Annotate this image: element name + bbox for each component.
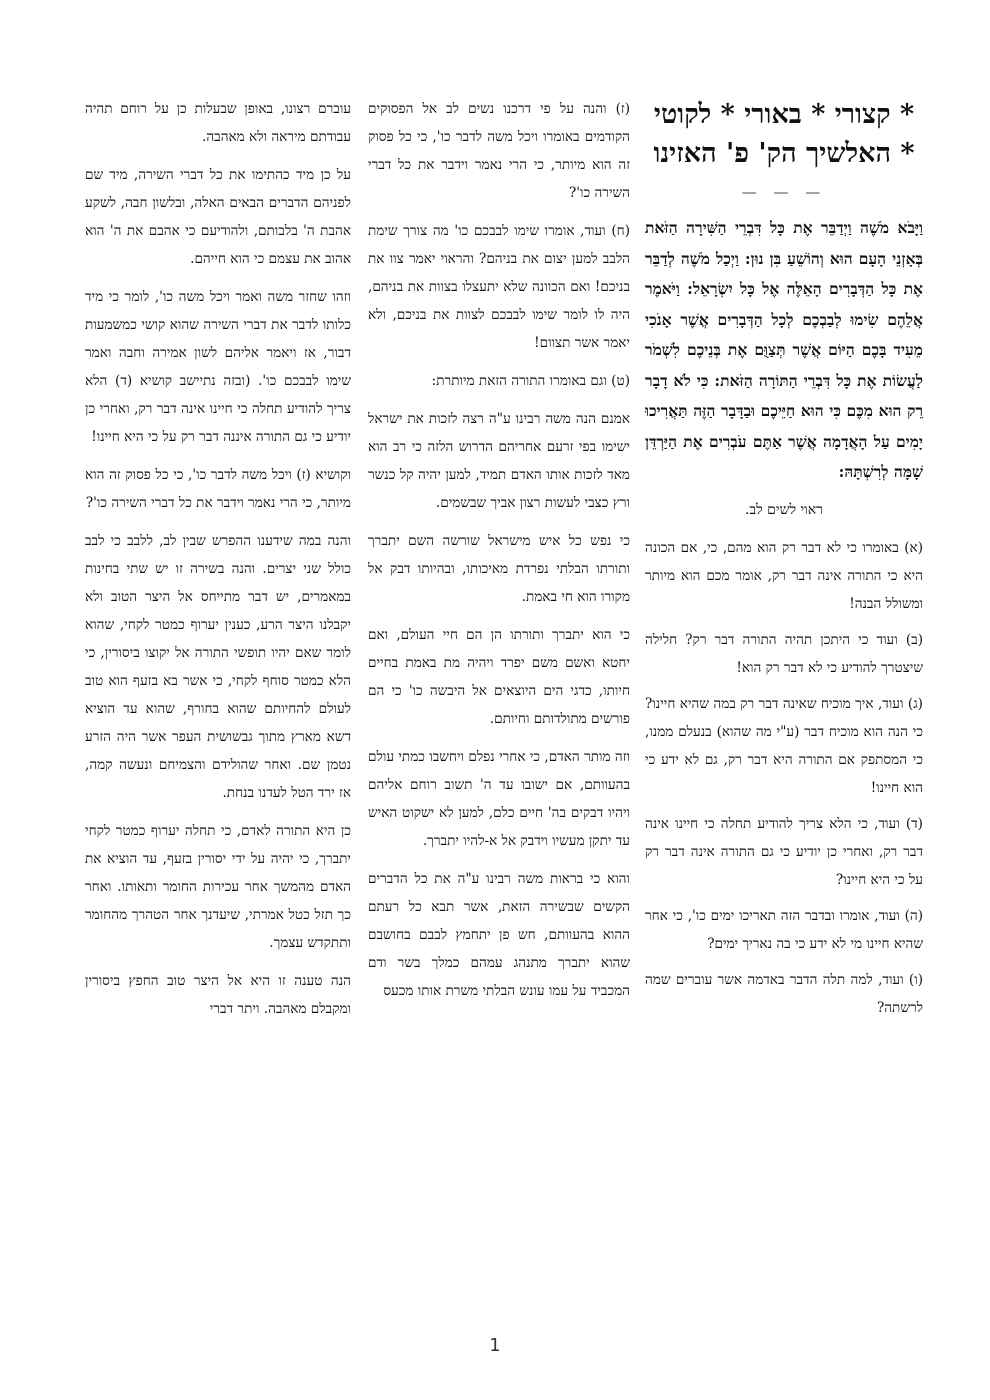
question-paragraph: (ב) ועוד כי היתכן תהיה התורה דבר רק? חלילה שיצטרך להודיע כי לא דבר רק הוא! xyxy=(645,631,923,676)
question-paragraph: (ה) ועוד, אומרו ובדבר הזה תאריכו ימים כו', כי אחר שהיא חיינו מי לא ידע כי בה נאריך ימים? xyxy=(645,907,923,952)
body-paragraph: (ט) וגם באומרו התורה הזאת מיותרת: xyxy=(431,373,630,389)
page-number: 1 xyxy=(489,1335,501,1356)
body-paragraph: על כן מיד כהתימו את כל דברי השירה, מיד שם לפניהם הדברים הבאים האלה, ובלשון חבה, לשקע אהבת ה' בלבותם, ולהודיעם כי אהבם את ה' הוא אהוב את עצמם כי הוא חייהם. xyxy=(85,167,351,267)
intro-line: ראוי לשים לב. xyxy=(744,501,824,518)
body-paragraph: והנה במה שידענו ההפרש שבין לב, ללבב כי לבב כולל שני יצרים. והנה בשירה זו יש שתי בחינות במאמרים, יש דבר מתייחס אל היצר הטוב ולא יקבלנו היצר הרע, כענין יערוף כמטר לקחי, שהוא לומר שאם יהיו תופשי התורה אל יקוצו ביסורין, כי הלא כמטר סוחף לקחי, כי אשר בא בזעף הוא טוב לעולם להחיותם שהוא בחורף, שהוא עד הוציא דשא מארץ מתוך גבשושית העפר אשר היה הזרע נטמן שם. ואחר שהולידם והצמיחם ונעשה קמה, אז ירד הטל לעדנו בנחת. xyxy=(85,533,351,801)
ornament-divider: — — — xyxy=(741,183,827,201)
question-paragraph: (א) באומרו כי לא דבר רק הוא מהם, כי, אם הכונה היא כי התורה אינה דבר רק, אומר מכם הוא מיותר ומשולל הבנה! xyxy=(645,539,923,612)
body-paragraph: אמנם הנה משה רבינו ע"ה רצה לזכות את ישראל ישימו בפי זרעם אחריהם הדרוש הלזה כי רב הוא מאד לזכות אותו האדם תמיד, למען יהיה קל כנשר ורץ כצבי לעשות רצון אביך שבשמים. xyxy=(368,411,630,511)
body-paragraph: (ח) ועוד, אומרו שימו לבבכם כו' מה צורך שימת הלבב למען יצום את בניהם? והראוי יאמר צוו את בניכם! ואם הכוונה שלא יתעצלו בצוות את בניהם, היה לו לומר שימו לבבכם לצוות את בניכם, ולא יאמר אשר תצוום! xyxy=(368,223,630,351)
body-paragraph: וזה מותר האדם, כי אחרי נפלם ויחשבו כמתי עולם בהעוותם, אם ישובו עד ה' תשוב רוחם אליהם ויהיו דבקים בה' חיים כלם, למען לא ישקוט האיש עד יתקן מעשיו וידבק אל א-להיו יתברך. xyxy=(368,749,630,849)
question-paragraph: (ג) ועוד, איך מוכיח שאינה דבר רק במה שהיא חיינו? כי הנה הוא מוכיח דבר (ע"י מה שהוא) בנעלם ממנו, כי המסתפק אם התורה היא דבר רק, גם לא ידע כי הוא חיינו! xyxy=(645,695,923,796)
body-paragraph: כי נפש כל איש מישראל שורשה השם יתברך ותורתו הבלתי נפרדת מאיכותו, ובהיותו דבק אל מקורו הוא חי באמת. xyxy=(368,533,630,605)
body-paragraph: כי הוא יתברך ותורתו הן הם חיי העולם, ואם יחטא ואשם משם יפרד ויהיה מת באמת בחיים חיותו, כדגי הים היוצאים אל היבשה כו' כי הם פורשים מתולדותם וחיותם. xyxy=(368,627,630,727)
body-paragraph: וקושיא (ז) ויכל משה לדבר כו', כי כל פסוק זה הוא מיותר, כי הרי נאמר וידבר את כל דברי השירה כו'? xyxy=(85,467,351,511)
body-paragraph: כן היא התורה לאדם, כי תחלה יערוף כמטר לקחי יתברך, כי יהיה על ידי יסורין בזעף, עד הוציא את האדם מהמשך אחר עכירות החומר ותאותו. ואחר כך תזל כטל אמרתי, שיעדנך אחר הטהרך מהחומר ותתקדש עצמך. xyxy=(85,823,351,951)
body-paragraph: הנה טענה זו היא אל היצר טוב החפץ ביסורין ומקבלם מאהבה. ויתר דברי xyxy=(85,973,351,1017)
body-paragraph: (ז) והנה על פי דרכנו נשים לב אל הפסוקים הקודמים באומרו ויכל משה לדבר כו', כי כל פסוק זה הוא מיותר, כי הרי נאמר וידבר את כל דברי השירה כו'? xyxy=(368,101,630,201)
verse-text: וַיָּבֹא מֹשֶׁה וַיְדַבֵּר אֶת כָּל דִּבְרֵי הַשִּׁירָה הַזֹּאת בְּאָזְנֵי הָעָם הוּא וְהוֹשֵׁעַ בִּן נוּן: וַיְכַל מֹשֶׁה לְדַבֵּר אֶת כָּל הַדְּבָרִים הָאֵלֶּה אֶל כָּל יִשְׂרָאֵל: וַיֹּאמֶר אֲלֵהֶם שִׂימוּ לְבַבְכֶם לְכָל הַדְּבָרִים אֲשֶׁר אָנֹכִי מֵעִיד בָּכֶם הַיּוֹם אֲשֶׁר תְּצַוֻּם אֶת בְּנֵיכֶם לִשְׁמֹר לַעֲשׂוֹת אֶת כָּל דִּבְרֵי הַתּוֹרָה הַזֹּאת: כִּי לֹא דָבָר רֵק הוּא מִכֶּם כִּי הוּא חַיֵּיכֶם וּבַדָּבָר הַזֶּה תַּאֲרִיכוּ יָמִים עַל הָאֲדָמָה אֲשֶׁר אַתֶּם עֹבְרִים אֶת הַיַּרְדֵּן שָׁמָּה לְרִשְׁתָּהּ: xyxy=(645,218,923,481)
body-paragraph: והוא כי בראות משה רבינו ע"ה את כל הדברים הקשים שבשירה הזאת, אשר תבא כל רעתם ההוא בהעוותם, חש פן יתחמץ לבבם בחושבם שהוא יתברך מתנהג עמהם כמלך בשר ודם המכביד על עמו עונש הבלתי משרת אותו מכעס xyxy=(368,871,630,999)
body-paragraph: וזהו שחזר משה ואמר ויכל משה כו', לומר כי מיד כלותו לדבר את דברי השירה שהוא קושי כמשמעות דבור, אז ויאמר אליהם לשון אמירה וחבה ואמר שימו לבבכם כו'. (ובזה נתיישב קושיא (ד) הלא צריך להודיע תחלה כי חיינו אינה דבר רק, ואחרי כן יודיע כי גם התורה איננה דבר רק על כי היא חיינו! xyxy=(85,289,351,445)
body-paragraph: עוברם רצונו, באופן שבעלות כן על רוחם תהיה עבודתם מיראה ולא מאהבה. xyxy=(85,101,351,145)
page-title: * קצורי * באורי * לקוטי * האלשיך הק' פ' האזינו xyxy=(653,99,915,169)
left-column xyxy=(85,95,351,1033)
right-column xyxy=(645,95,923,1030)
question-paragraph: (ד) ועוד, כי הלא צריך להודיע תחלה כי חיינו אינה דבר רק, ואחרי כן יודיע כי גם התורה אינה דבר רק על כי היא חיינו? xyxy=(645,815,923,888)
question-paragraph: (ו) ועוד, למה תלה הדבר באדמה אשר עוברים שמה לרשתה? xyxy=(645,971,923,1016)
middle-column xyxy=(368,95,630,1015)
